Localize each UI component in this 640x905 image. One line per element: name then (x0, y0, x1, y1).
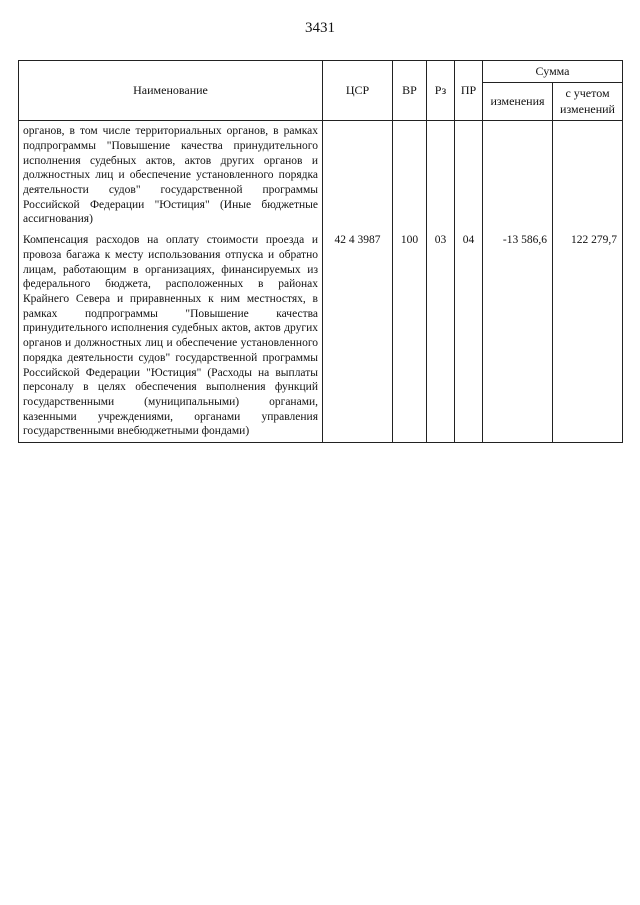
header-csr: ЦСР (323, 61, 393, 121)
header-with-change: с учетом изменений (553, 83, 623, 121)
row-name: органов, в том числе территориальных органов, в рамках подпрограммы "Повышение качества принудительного исполнения судебных актов, актов других органов и должностных лиц и обеспечение установленного порядка деятельности судов" государственной программы Российской Федерации "Юстиция" (Иные бюджетные ассигнования) (19, 121, 323, 231)
row-csr: 42 4 3987 (323, 230, 393, 443)
budget-table (18, 60, 623, 443)
row-vr: 100 (393, 230, 427, 443)
header-rz: Рз (427, 61, 455, 121)
row-change: -13 586,6 (483, 230, 553, 443)
budget-table-container (18, 60, 622, 443)
row-pr (455, 121, 483, 231)
header-vr: ВР (393, 61, 427, 121)
header-pr: ПР (455, 61, 483, 121)
header-change: изменения (483, 83, 553, 121)
row-total (553, 121, 623, 231)
row-rz: 03 (427, 230, 455, 443)
row-change (483, 121, 553, 231)
row-total: 122 279,7 (553, 230, 623, 443)
page-number: 3431 (305, 20, 335, 36)
row-pr: 04 (455, 230, 483, 443)
row-name: Компенсация расходов на оплату стоимости проезда и провоза багажа к месту использования отпуска и обратно лицам, работающим в организациях, финансируемых из федерального бюджета, расположенных в районах Крайнего Севера и приравненных к ним местностях, в рамках подпрограммы "Повышение качества принудительного исполнения судебных актов, актов других органов и должностных лиц и обеспечение установленного порядка деятельности судов" государственной программы Российской Федерации "Юстиция" (Расходы на выплаты персоналу в целях обеспечения выполнения функций государственными (муниципальными) органами, казенными учреждениями, органами управления государственными внебюджетными фондами) (19, 230, 323, 443)
table-row (19, 121, 623, 231)
table-row (19, 230, 623, 443)
table-header-row (19, 61, 623, 83)
row-csr (323, 121, 393, 231)
row-vr (393, 121, 427, 231)
header-sum: Сумма (483, 61, 623, 83)
row-rz (427, 121, 455, 231)
header-name: Наименование (19, 61, 323, 121)
